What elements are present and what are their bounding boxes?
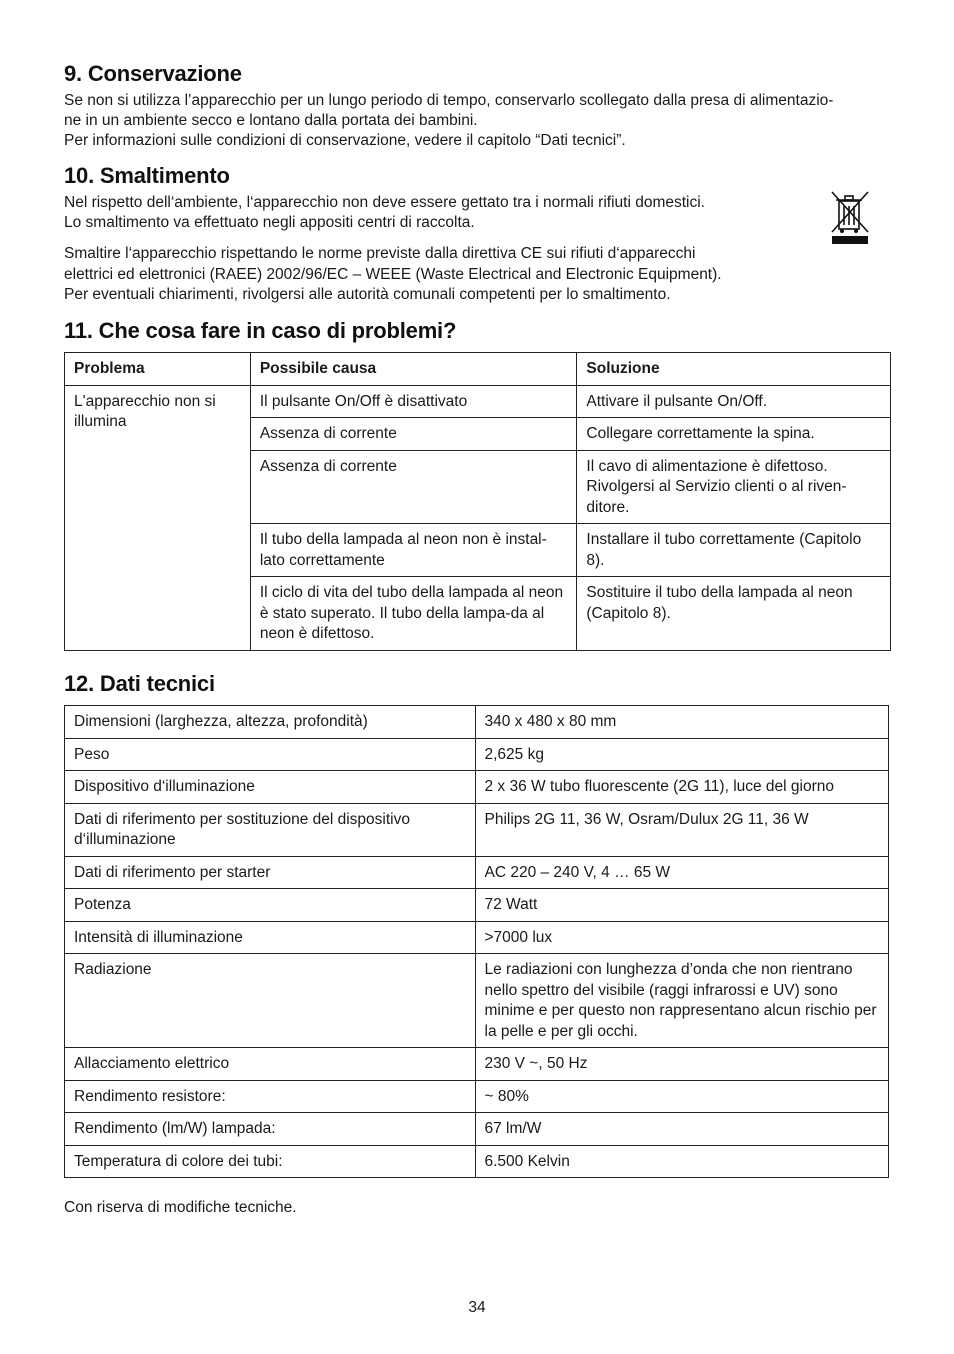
- section-10-paragraph-2c: Per eventuali chiarimenti, rivolgersi alle autorità comunali competenti per lo smaltimento.: [64, 286, 671, 303]
- solution-cell: Collegare correttamente la spina.: [577, 418, 891, 451]
- problem-cell: L'apparecchio non si illumina: [65, 385, 251, 650]
- header-possibile-causa: Possibile causa: [250, 353, 577, 386]
- table-row: [65, 803, 889, 856]
- spec-value-cell: Le radiazioni con lunghezza d’onda che non rientrano nello spettro del visibile (raggi infrarossi e UV) sono minime e per questo non rappresentano alcun rischio per la pelle e per gli occhi.: [475, 954, 889, 1048]
- spec-label-cell: Radiazione: [65, 954, 476, 1048]
- troubleshooting-table: [64, 352, 891, 651]
- spec-label-cell: Peso: [65, 738, 476, 771]
- spec-value-cell: >7000 lux: [475, 921, 889, 954]
- spec-value-cell: 67 lm/W: [475, 1113, 889, 1146]
- section-10-paragraph-1b: Lo smaltimento va effettuato negli appositi centri di raccolta.: [64, 214, 475, 231]
- header-problema: Problema: [65, 353, 251, 386]
- cause-cell: Il tubo della lampada al neon non è instal-lato correttamente: [250, 524, 577, 577]
- section-10-paragraph-1a: Nel rispetto dell‘ambiente, l‘apparecchio non deve essere gettato tra i normali rifiuti domestici.: [64, 194, 705, 211]
- cause-cell: Il ciclo di vita del tubo della lampada al neon è stato superato. Il tubo della lampa-da al neon è difettoso.: [250, 577, 577, 651]
- spec-label-cell: Temperatura di colore dei tubi:: [65, 1145, 476, 1178]
- table-row: [65, 889, 889, 922]
- spec-value-cell: 72 Watt: [475, 889, 889, 922]
- table-row: [65, 856, 889, 889]
- spec-value-cell: 2,625 kg: [475, 738, 889, 771]
- section-9-title: 9. Conservazione: [64, 61, 242, 86]
- table-row: [65, 385, 891, 418]
- section-11-title: 11. Che cosa fare in caso di problemi?: [64, 318, 457, 343]
- table-row: [65, 1113, 889, 1146]
- header-soluzione: Soluzione: [577, 353, 891, 386]
- section-10-title: 10. Smaltimento: [64, 163, 230, 188]
- page-number: 34: [468, 1299, 486, 1316]
- spec-label-cell: Intensità di illuminazione: [65, 921, 476, 954]
- solution-cell: Installare il tubo correttamente (Capitolo 8).: [577, 524, 891, 577]
- section-10-paragraph-2a: Smaltire l‘apparecchio rispettando le norme previste dalla direttiva CE sui rifiuti d‘apparecchi: [64, 245, 696, 262]
- table-row: [65, 921, 889, 954]
- cause-cell: Assenza di corrente: [250, 450, 577, 524]
- spec-label-cell: Dati di riferimento per starter: [65, 856, 476, 889]
- spec-value-cell: 2 x 36 W tubo fluorescente (2G 11), luce del giorno: [475, 771, 889, 804]
- spec-value-cell: AC 220 – 240 V, 4 … 65 W: [475, 856, 889, 889]
- table-row: [65, 738, 889, 771]
- spec-label-cell: Dati di riferimento per sostituzione del dispositivo d‘illuminazione: [65, 803, 476, 856]
- section-10-paragraph-2b: elettrici ed elettronici (RAEE) 2002/96/EC – WEEE (Waste Electrical and Electronic Equipment).: [64, 266, 722, 283]
- section-9-paragraph-2: Per informazioni sulle condizioni di conservazione, vedere il capitolo “Dati tecnici”.: [64, 132, 626, 149]
- solution-cell: Il cavo di alimentazione è difettoso. Rivolgersi al Servizio clienti o al riven-ditore.: [577, 450, 891, 524]
- table-row: [65, 771, 889, 804]
- section-9-paragraph-1a: Se non si utilizza l’apparecchio per un lungo periodo di tempo, conservarlo scollegato dalla presa di alimentazio-: [64, 92, 834, 109]
- weee-crossed-bin-icon: [830, 190, 870, 246]
- spec-value-cell: 6.500 Kelvin: [475, 1145, 889, 1178]
- spec-label-cell: Potenza: [65, 889, 476, 922]
- spec-label-cell: Rendimento resistore:: [65, 1080, 476, 1113]
- technical-changes-note: Con riserva di modifiche tecniche.: [64, 1199, 297, 1216]
- spec-value-cell: 340 x 480 x 80 mm: [475, 706, 889, 739]
- spec-value-cell: Philips 2G 11, 36 W, Osram/Dulux 2G 11, 36 W: [475, 803, 889, 856]
- section-12-title: 12. Dati tecnici: [64, 671, 215, 696]
- table-row: [65, 1145, 889, 1178]
- table-row: [65, 1080, 889, 1113]
- table-row: [65, 954, 889, 1048]
- cause-cell: Il pulsante On/Off è disattivato: [250, 385, 577, 418]
- solution-cell: Sostituire il tubo della lampada al neon (Capitolo 8).: [577, 577, 891, 651]
- section-9-paragraph-1b: ne in un ambiente secco e lontano dalla portata dei bambini.: [64, 112, 478, 129]
- technical-data-table: [64, 705, 889, 1178]
- solution-cell: Attivare il pulsante On/Off.: [577, 385, 891, 418]
- spec-label-cell: Allacciamento elettrico: [65, 1048, 476, 1081]
- spec-value-cell: 230 V ~, 50 Hz: [475, 1048, 889, 1081]
- spec-label-cell: Rendimento (lm/W) lampada:: [65, 1113, 476, 1146]
- table-row: [65, 706, 889, 739]
- spec-value-cell: ~ 80%: [475, 1080, 889, 1113]
- cause-cell: Assenza di corrente: [250, 418, 577, 451]
- spec-label-cell: Dimensioni (larghezza, altezza, profondità): [65, 706, 476, 739]
- spec-label-cell: Dispositivo d‘illuminazione: [65, 771, 476, 804]
- table-row: [65, 1048, 889, 1081]
- table-header-row: [65, 353, 891, 386]
